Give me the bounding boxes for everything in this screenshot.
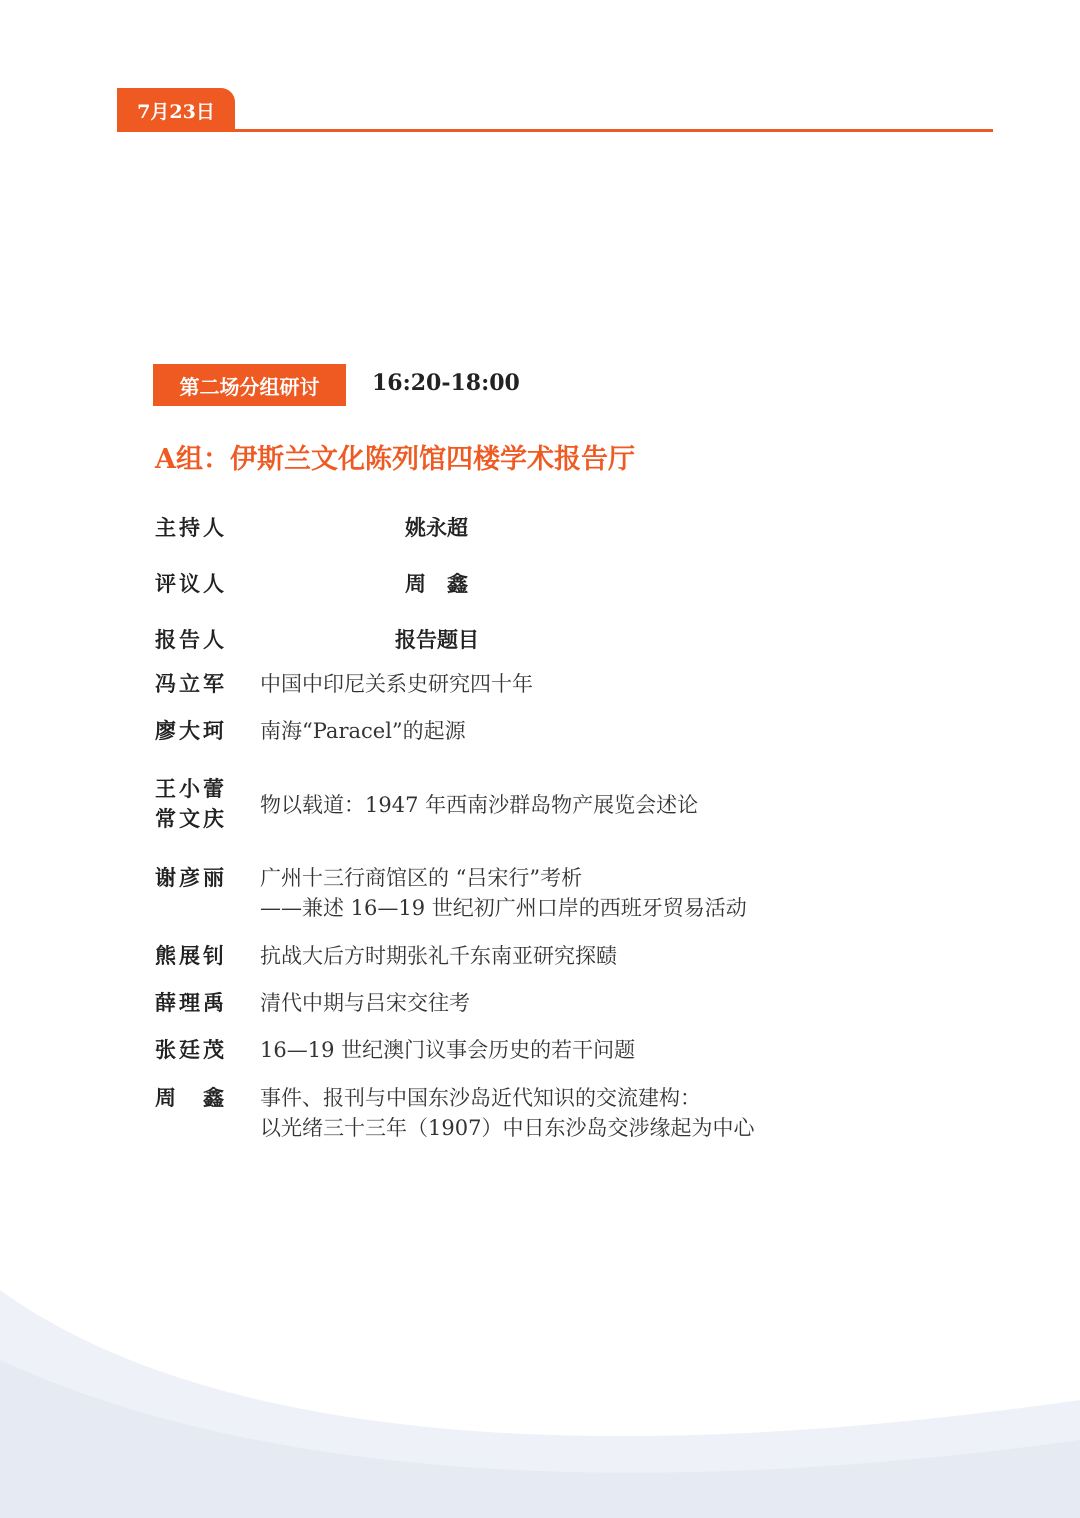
host-name: 姚永超 (405, 515, 468, 540)
group-title: A组：伊斯兰文化陈列馆四楼学术报告厅 (155, 444, 635, 475)
header-rule (117, 129, 993, 132)
commentator-name: 周 鑫 (405, 571, 468, 596)
presentation-title: 抗战大后方时期张礼千东南亚研究探赜 (260, 944, 617, 968)
presentation-title: 中国中印尼关系史研究四十年 (260, 672, 533, 696)
presentation-title: 南海“Paracel”的起源 (260, 719, 466, 743)
decorative-wave (0, 1250, 1080, 1518)
session-time: 16:20-18:00 (372, 370, 520, 396)
speaker-name: 周 鑫 (155, 1085, 227, 1110)
date-tab: 7月23日 (117, 88, 235, 132)
topic-label: 报告题目 (395, 627, 479, 652)
presentation-title: 16—19 世纪澳门议事会历史的若干问题 (260, 1038, 636, 1062)
presentation-subtitle: ——兼述 16—19 世纪初广州口岸的西班牙贸易活动 (260, 896, 747, 920)
speaker-name: 谢彦丽 (155, 865, 227, 890)
speaker-name: 冯立军 (155, 671, 227, 696)
presentation-title: 物以载道：1947 年西南沙群岛物产展览会述论 (260, 793, 699, 817)
speaker-name: 廖大珂 (155, 718, 227, 743)
speaker-name: 王小蕾 (155, 776, 227, 801)
reporter-label: 报告人 (155, 627, 227, 652)
speaker-name: 张廷茂 (155, 1037, 227, 1062)
speaker-name: 薛理禹 (155, 990, 227, 1015)
session-badge: 第二场分组研讨 (153, 364, 346, 406)
presentation-title: 广州十三行商馆区的 “吕宋行”考析 (260, 866, 583, 890)
presentation-title: 清代中期与吕宋交往考 (260, 991, 470, 1015)
commentator-label: 评议人 (155, 571, 227, 596)
presentation-subtitle: 以光绪三十三年（1907）中日东沙岛交涉缘起为中心 (260, 1116, 755, 1140)
speaker-name-2: 常文庆 (155, 806, 227, 831)
speaker-name: 熊展钊 (155, 943, 227, 968)
presentation-title: 事件、报刊与中国东沙岛近代知识的交流建构： (260, 1086, 701, 1110)
host-label: 主持人 (155, 515, 227, 540)
